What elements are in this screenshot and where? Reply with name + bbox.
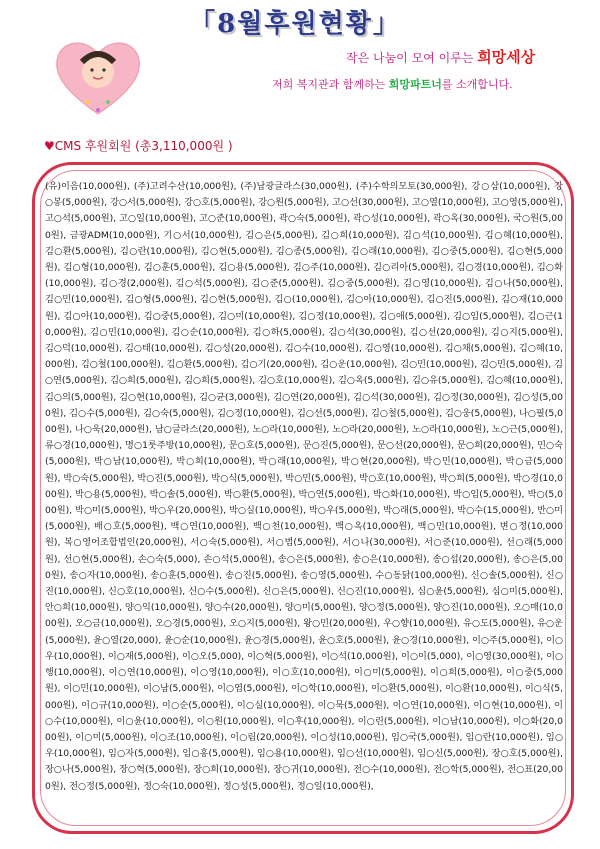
slogan-line-2-suffix: 를 소개합니다.: [441, 78, 513, 91]
title-box: [150, 2, 440, 40]
donor-list: (유)이음(10,000원), (주)고려수산(10,000원), (주)남광글라스(30,000원), (주)수학의모토(30,000원), 강○삼(10,000원), 강○봉(5,000원), 강○서(5,000원), 강○호(5,000원), 강○원(5,000원), 고○선(30,000원), 고○열(10,000원), 고○영(5,000원), 고○석(5,000원), 고○일(10,000원), 고○준(10,000원), 곽○숙(5,000원), 곽○성(10,000원), 곽○옥(30,000원), 국○원(5,000원), 금광ADM(10,000원), 기○서(10,000원), 김○은(5,000원), 김○희(10,000원), 김○석(10,000원), 김○혜(10,000원), 김○환(5,000원), 김○란(10,000원), 김○현(5,000원), 김○종(5,000원), 김○래(10,000원), 김○중(5,000원), 김○현(5,000원), 김○형(10,000원), 김○훈(5,000원), 김○용(5,000원), 김○주(10,000원), 김○리아(5,000원), 김○경(10,000원), 김○화(10,000원), 김○경(2,000원), 김○석(5,000원), 김○준(5,000원), 김○중(5,000원), 김○영(10,000원), 김○나(50,000원), 김○민(10,000원), 김○형(5,000원), 김○현(5,000원), 김○(10,000원), 김○아(10,000원), 김○진(5,000원), 김○재(10,000원), 김○아(10,000원), 김○중(5,000원), 김○미(10,000원), 김○정(10,000원), 김○애(5,000원), 김○임(5,000원), 김○근(10,000원), 김○민(10,000원), 김○순(10,000원), 김○하(5,000원), 김○석(30,000원), 김○선(20,000원), 김○지(5,000원), 김○덕(10,000원), 김○태(10,000원), 김○성(20,000원), 김○수(10,000원), 김○영(10,000원), 김○채(5,000원), 김○혜(10,000원), 김○철(100,000원), 김○환(5,000원), 김○기(20,000원), 김○운(10,000원), 김○민(10,000원), 김○민(5,000원), 김○연(5,000원), 김○희(5,000원), 김○희(5,000원), 김○호(10,000원), 김○옥(5,000원), 김○유(5,000원), 김○혜(10,000원), 김○의(5,000원), 김○현(10,000원), 김○균(3,000원), 김○연(20,000원), 김○석(30,000원), 김○정(30,000원), 김○성(5,000원), 김○수(5,000원), 김○숙(5,000원), 김○정(10,000원), 김○선(5,000원), 김○철(5,000원), 김○웅(5,000원), 나○필(5,000원), 나○욱(20,000원), 남○글라스(20,000원), 노○라(10,000원), 노○라(20,000원), 노○라(10,000원), 노○근(5,000원), 류○경(10,000원), 명○1룻주방(10,000원), 문○호(5,000원), 문○진(5,000원), 문○선(20,000원), 문○희(20,000원), 민○숙(5,000원), 박○남(10,000원), 박○희(10,000원), 박○래(10,000원), 박○현(20,000원), 박○민(10,000원), 박○금(5,000원), 박○숙(5,000원), 박○진(5,000원), 박○식(5,000원), 박○민(5,000원), 박○호(10,000원), 박○희(5,000원), 박○경(10,000원), 박○용(5,000원), 박○솔(5,000원), 박○환(5,000원), 박○연(5,000원), 박○화(10,000원), 박○임(5,000원), 박○(5,000원), 박○미(5,000원), 박○우(20,000원), 박○실(10,000원), 박○우(5,000원), 박○래(5,000원), 박○수(15,000원), 반○미(5,000원), 배○호(5,000원), 백○연(10,000원), 백○천(10,000원), 백○옥(10,000원), 백○민(10,000원), 변○정(10,000원), 복○영어조합법인(20,000원), 서○숙(5,000원), 서○범(5,000원), 서○나(30,000원), 서○준(10,000원), 선○래(5,000원), 선○현(5,000원), 손○숙(5,000), 손○석(5,000원), 송○은(5,000원), 송○은(10,000원), 송○섭(20,000원), 송○은(5,000원), 송○자(10,000원), 송○훈(5,000원), 송○진(5,000원), 송○영(5,000원), 수○동닭(100,000원), 신○솔(5,000원), 신○진(10,000원), 신○호(10,000원), 신○수(5,000원), 신○은(5,000원), 신○진(10,000원), 심○윤(5,000원), 심○미(5,000원), 안○희(10,000원), 양○익(10,000원), 양○수(20,000원), 양○미(5,000원), 양○정(5,000원), 양○진(10,000원), 오○매(10,000원), 오○금(10,000원), 오○경(5,000원), 오○지(5,000원), 왕○민(20,000원), 우○향(10,000원), 유○도(5,000원), 유○운(5,000원), 윤○열(20,000), 윤○순(10,000원), 윤○경(5,000원), 윤○호(5,000원), 윤○경(10,000원), 이○주(5,000원), 이○우(10,000원), 이○재(5,000원), 이○오(5,000), 이○혁(5,000원), 이○석(10,000원), 이○이(5,000), 이○영(30,000원), 이○행(10,000원), 이○연(10,000원), 이○영(10,000원), 이○호(10,000원), 이○미(5,000원), 이○희(5,000원), 이○중(5,000원), 이○민(10,000원), 이○남(5,000원), 이○엽(5,000원), 이○학(10,000원), 이○환(5,000원), 이○환(10,000원), 이○식(5,000원), 이○규(10,000원), 이○순(5,000원), 이○실(10,000원), 이○묵(5,000원), 이○연(10,000원), 이○현(10,000원), 이○수(10,000원), 이○윤(10,000원), 이○원(10,000원), 이○후(10,000원), 이○린(5,000원), 이○남(10,000원), 이○화(20,000원), 이○미(5,000원), 이○조(10,000원), 이○림(20,000원), 이○성(10,000원), 임○국(5,000원), 임○란(10,000원), 임○우(10,000원), 임○자(5,000원), 임○홍(5,000원), 임○용(10,000원), 임○선(10,000원), 임○신(5,000원), 장○호(5,000원), 장○나(5,000원), 장○혁(5,000원), 장○희(10,000원), 장○귀(10,000원), 전○수(10,000원), 전○학(5,000원), 전○표(20,000원), 전○정(5,000원), 정○숙(10,000원), 정○성(5,000원), 정○일(10,000원),: [45, 181, 563, 792]
slogan-line-2: [272, 76, 513, 92]
heart-bullet-icon: ♥: [44, 139, 55, 153]
slogan-line-1-prefix: 작은 나눔이 모여 이루는: [346, 51, 478, 65]
page-title: 「8월후원현황」: [189, 8, 401, 39]
slogan-line-1-highlight: 희망세상: [477, 48, 536, 66]
slogan-line-2-prefix: 저희 복지관과 함께하는: [272, 78, 389, 91]
heart-illustration: [48, 32, 148, 122]
section-title: CMS 후원회원 (총3,110,000원 ): [54, 139, 233, 153]
slogan-line-1: [346, 46, 535, 67]
slogan-line-2-highlight: 희망파트너: [388, 78, 442, 91]
section-heading: [44, 137, 233, 154]
